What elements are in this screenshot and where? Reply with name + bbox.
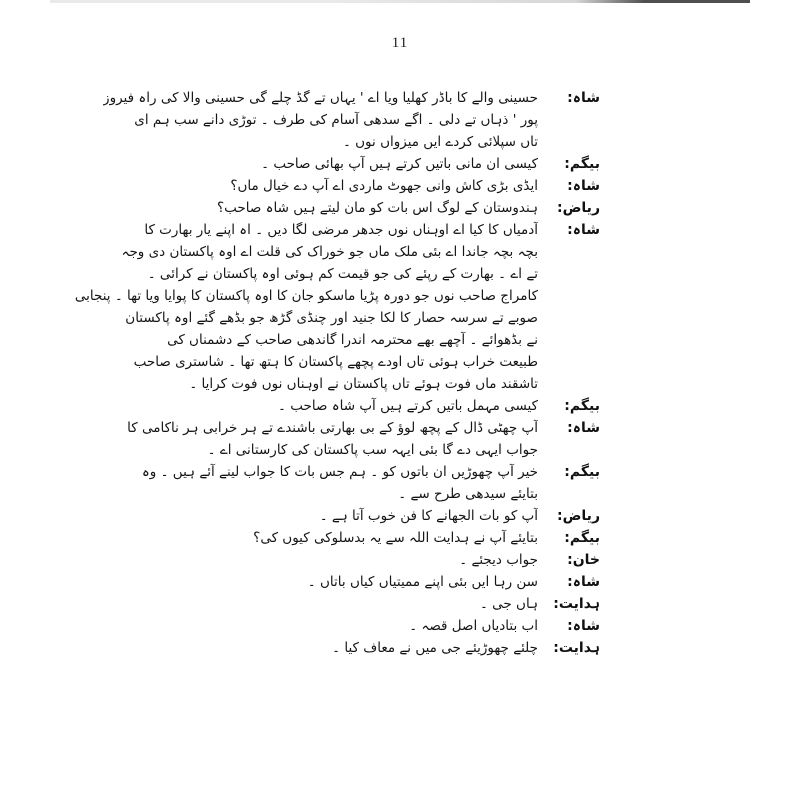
dialogue-entry [127, 417, 600, 461]
dialogue-line: جواب دیجئے ۔ [459, 552, 538, 568]
dialogue-entry [180, 527, 600, 549]
dialogue-line: آپ کو بات الجھانے کا فن خوب آتا ہے ۔ [319, 508, 538, 524]
speaker-name: بیگم : [548, 153, 600, 175]
dialogue-line: چلئے چھوڑیئے جی میں نے معاف کیا ۔ [332, 640, 538, 656]
speaker-name: شاہ : [548, 571, 600, 593]
dialogue-text [180, 175, 548, 197]
speaker-name: شاہ : [548, 219, 600, 241]
dialogue-text [180, 571, 548, 593]
dialogue-line: آپ چھٹی ڈال کے پچھ لوؤ کے بی بھارتی باشندے تے ہر خرابی ہر ناکامی کا [127, 420, 538, 436]
dialogue-entry [180, 505, 600, 527]
dialogue-line: کیسی مہمل باتیں کرتے ہیں آپ شاہ صاحب ۔ [278, 398, 538, 414]
speaker-name: شاہ : [548, 175, 600, 197]
speaker-name: بیگم : [548, 527, 600, 549]
play-script [74, 87, 600, 659]
dialogue-line: حسینی والے کا باڈر کھلیا ویا اے ' یہاں تے گڈ چلے گی حسینی والا کی راہ فیروز [103, 90, 538, 106]
speaker-name: ریاض : [548, 197, 600, 219]
speaker-name: بیگم : [548, 461, 600, 483]
dialogue-line: طبیعت خراب ہوئی تاں اودے پچھے پاکستان کا ہتھ تھا ۔ شاستری صاحب [133, 354, 538, 370]
dialogue-entry [180, 153, 600, 175]
dialogue-line: بتایئے سیدھی طرح سے ۔ [398, 486, 538, 502]
dialogue-line: نے بڈھوائے ۔ آچھے بھے محترمہ اندرا گاندھی صاحب کے دشمناں کی [167, 332, 538, 348]
speaker-name: ہدایت : [548, 637, 600, 659]
dialogue-line: جواب ایہی دے گا بئی ایہہ سب پاکستان کی کارستانی اے ۔ [207, 442, 538, 458]
dialogue-line: ہندوستان کے لوگ اس بات کو مان لیتے ہیں شاہ صاحب؟ [216, 200, 538, 216]
dialogue-line: خیر آپ چھوڑیں ان باتوں کو ۔ ہم جس بات کا جواب لینے آئے ہیں ۔ وہ [141, 464, 538, 480]
speaker-name: بیگم : [548, 395, 600, 417]
dialogue-entry [141, 461, 600, 505]
dialogue-line: کیسی ان مانی باتیں کرتے ہیں آپ بھائی صاحب ۔ [261, 156, 538, 172]
dialogue-line: ہاں جی ۔ [479, 596, 538, 612]
dialogue-entry [180, 615, 600, 637]
dialogue-line: پور ' ذہاں تے دلی ۔ اگے سدھی آسام کی طرف ۔ توڑی دانے سب ہم ای [134, 112, 538, 128]
dialogue-text [180, 153, 548, 175]
dialogue-line: صوبے تے سرسہ حصار کا لکا جنید اور چنڈی گڑھ جو بڈھے گئے اوہ پاکستان [125, 310, 538, 326]
dialogue-text [180, 395, 548, 417]
dialogue-text [75, 219, 548, 395]
page-top-edge [50, 0, 750, 3]
dialogue-line: اب بتادیاں اصل قصہ ۔ [409, 618, 538, 634]
dialogue-text [180, 505, 548, 527]
dialogue-line: آدمیاں کا کیا اے اوہناں نوں جدھر مرضی لگا دیں ۔ اہ اپنے یار بھارت کا [144, 222, 538, 238]
dialogue-text [180, 593, 548, 615]
dialogue-entry [180, 571, 600, 593]
dialogue-line: بچہ بچہ جاندا اے بئی ملک ماں جو خوراک کی قلت اے اوہ پاکستان دی وجہ [121, 244, 538, 260]
speaker-name: شاہ : [548, 87, 600, 109]
dialogue-text [127, 417, 548, 461]
dialogue-text [180, 615, 548, 637]
dialogue-line: بتایئے آپ نے ہدایت اللہ سے یہ بدسلوکی کیوں کی؟ [253, 530, 538, 546]
speaker-name: ہدایت : [548, 593, 600, 615]
dialogue-line: تاں سپلائی کردے ایں میزواں نوں ۔ [342, 134, 538, 150]
dialogue-text [180, 549, 548, 571]
dialogue-entry [103, 87, 600, 153]
dialogue-entry [180, 593, 600, 615]
speaker-name: شاہ : [548, 417, 600, 439]
dialogue-line: ایڈی بڑی کاش وانی جھوٹ ماردی اے آپ دے خیال ماں؟ [230, 178, 538, 194]
dialogue-text [180, 527, 548, 549]
dialogue-line: تے اے ۔ بھارت کے رپئے کی جو قیمت کم ہوئی اوہ پاکستان نے کرائی ۔ [147, 266, 538, 282]
dialogue-entry [180, 395, 600, 417]
page-number: 11 [391, 35, 409, 51]
dialogue-entry [180, 197, 600, 219]
dialogue-entry [180, 637, 600, 659]
dialogue-text [180, 637, 548, 659]
dialogue-entry [74, 219, 600, 395]
dialogue-entry [180, 549, 600, 571]
dialogue-text [142, 461, 548, 505]
speaker-name: خان : [548, 549, 600, 571]
dialogue-text [180, 197, 548, 219]
dialogue-entry [180, 175, 600, 197]
dialogue-line: تاشقند ماں فوت ہوئے تاں پاکستان نے اوہناں نوں فوت کرایا ۔ [189, 376, 538, 392]
dialogue-text [103, 87, 548, 153]
speaker-name: شاہ : [548, 615, 600, 637]
dialogue-line: کامراج صاحب نوں جو دورہ پڑیا ماسکو جان کا اوہ پاکستان کا پوایا ویا تھا ۔ پنجابی [74, 288, 538, 304]
speaker-name: ریاض : [548, 505, 600, 527]
dialogue-line: سن رہا ایں بئی اپنے ممیتیاں کیاں باتاں ۔ [307, 574, 538, 590]
